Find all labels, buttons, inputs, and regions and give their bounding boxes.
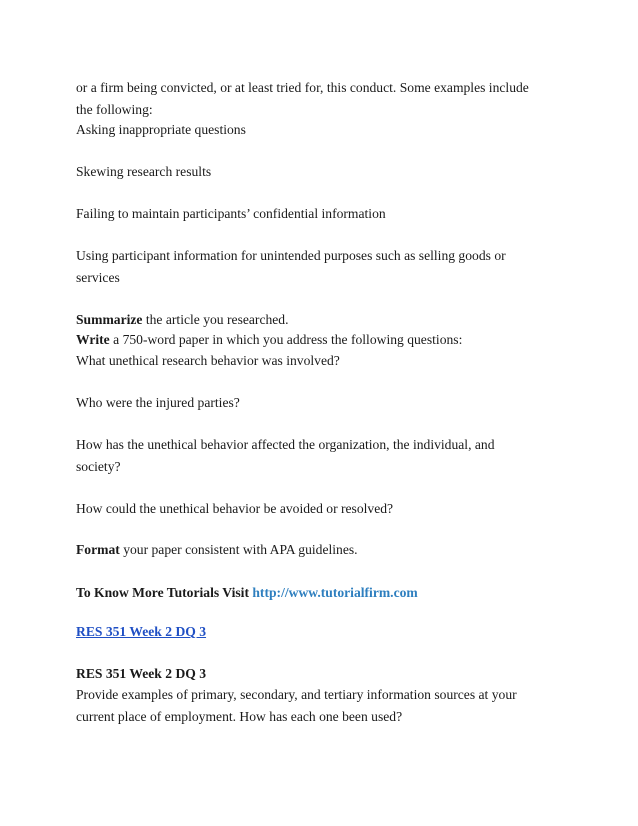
question-item: Who were the injured parties? [76,395,240,410]
example-item: Using participant information for unintended purposes such as selling goods or [76,248,506,263]
example-item: Skewing research results [76,164,212,179]
question-item: How has the unethical behavior affected the organization, the individual, and [76,437,495,452]
res-351-week-2-dq-3-link[interactable]: RES 351 Week 2 DQ 3 [76,624,207,639]
write-text: a 750-word paper in which you address the following questions: [109,332,463,347]
summarize-keyword: Summarize [76,312,143,327]
section-heading: RES 351 Week 2 DQ 3 [76,666,207,681]
tutorials-link[interactable]: http://www.tutorialfirm.com [252,585,418,600]
question-item: What unethical research behavior was involved? [76,353,340,368]
write-instruction [76,330,462,350]
summarize-instruction [76,310,289,330]
format-keyword: Format [76,542,120,557]
format-text: your paper consistent with APA guidelines. [119,542,358,557]
example-item: services [76,270,120,285]
tutorials-line [76,583,418,603]
format-instruction [76,540,358,560]
example-item: Asking inappropriate questions [76,122,246,137]
example-item: Failing to maintain participants’ confidential information [76,206,386,221]
section-line-1: Provide examples of primary, secondary, and tertiary information sources at your [76,687,517,702]
summarize-text: the article you researched. [142,312,289,327]
question-item: How could the unethical behavior be avoided or resolved? [76,501,394,516]
intro-line-1: or a firm being convicted, or at least tried for, this conduct. Some examples include [76,80,529,95]
next-link-line [76,622,206,642]
tutorials-label: To Know More Tutorials Visit [76,585,253,600]
write-keyword: Write [76,332,110,347]
section-line-2: current place of employment. How has each one been used? [76,709,403,724]
intro-line-2: the following: [76,102,153,117]
question-item: society? [76,459,121,474]
